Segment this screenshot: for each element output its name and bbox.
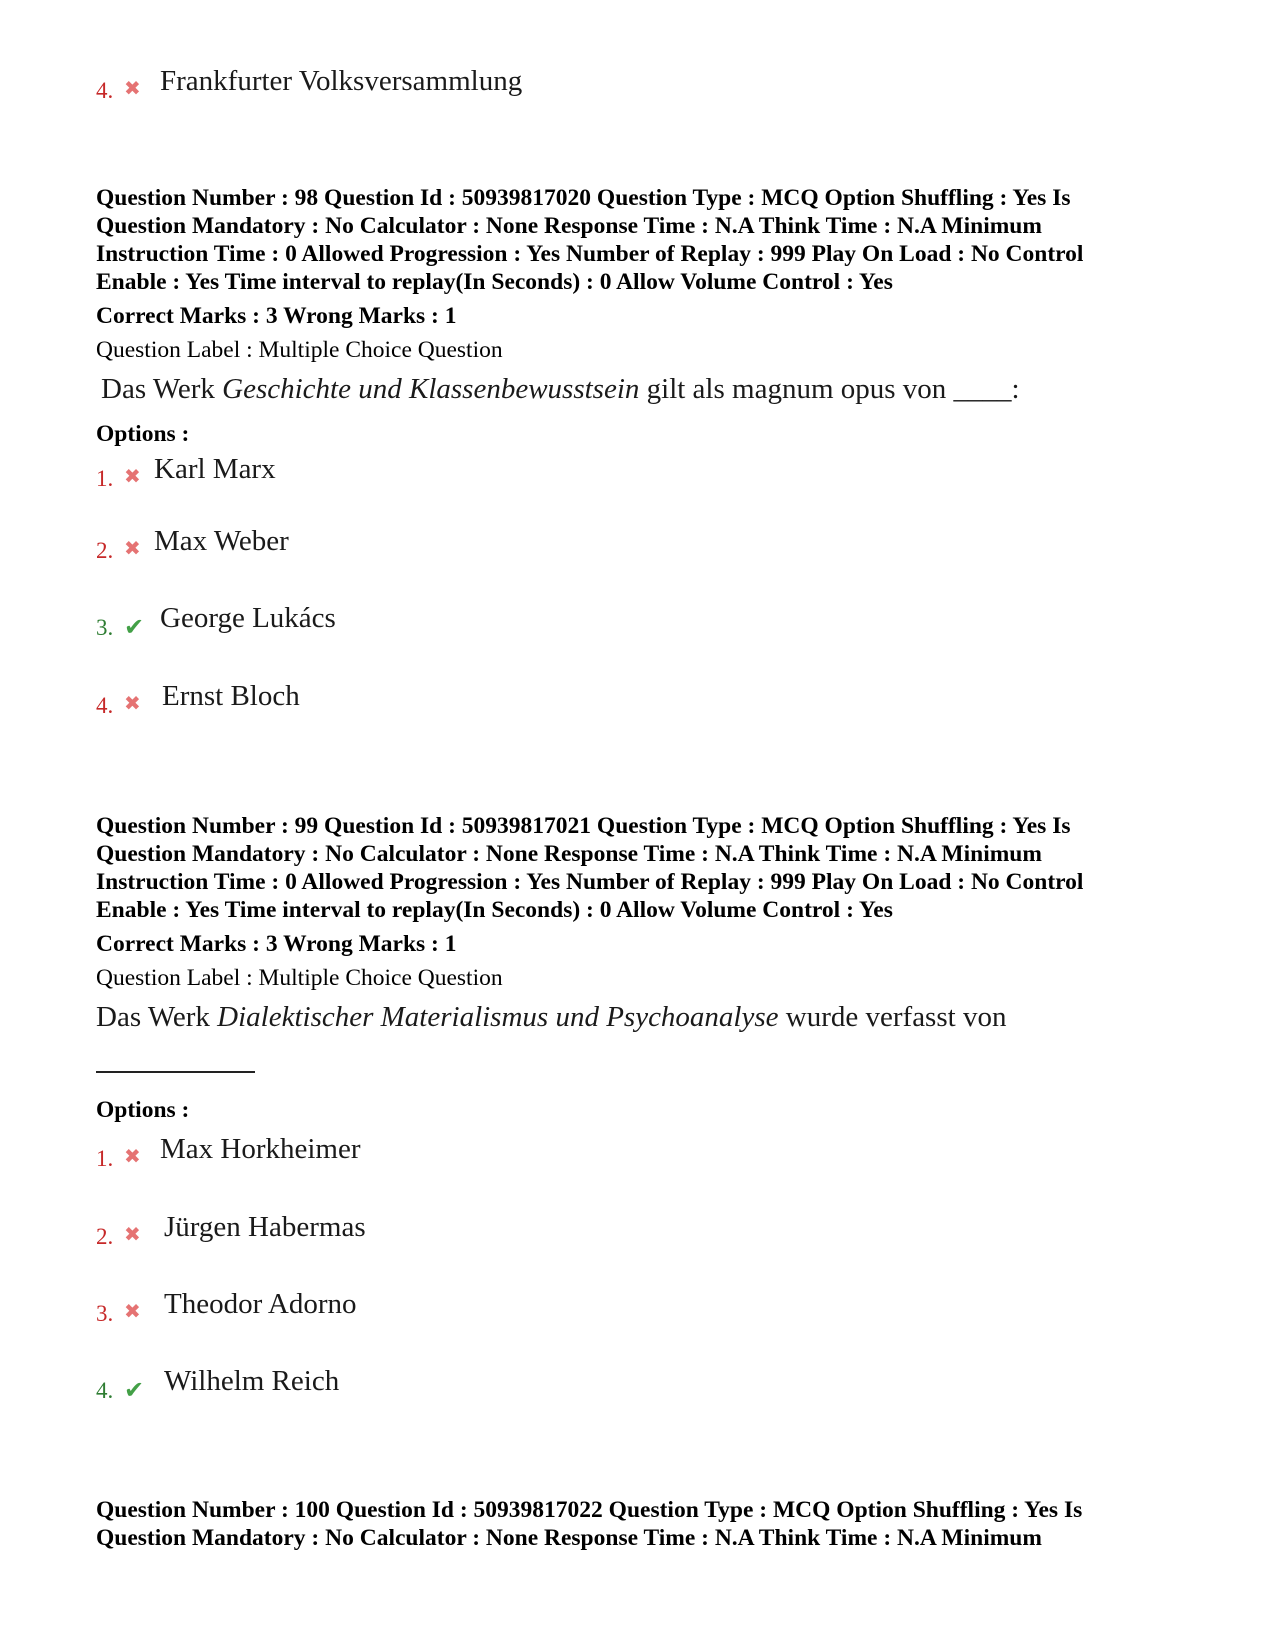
option-number: 4. (96, 78, 114, 103)
marks-line: Correct Marks : 3 Wrong Marks : 1 (96, 931, 457, 957)
option-number: 2. (96, 538, 114, 563)
meta-line: Instruction Time : 0 Allowed Progression : Yes Number of Replay : 999 Play On Load : No Control (96, 869, 1084, 895)
meta-line: Question Number : 99 Question Id : 50939817021 Question Type : MCQ Option Shuffling : Yes Is (96, 813, 1071, 839)
option-number: 3. (96, 615, 114, 640)
options-heading: Options : (96, 1097, 190, 1123)
option-number: 4. (96, 693, 114, 718)
option-number: 3. (96, 1301, 114, 1326)
question-text-post: gilt als magnum opus von ____: (639, 373, 1020, 405)
option-text: Max Weber (154, 525, 289, 557)
meta-line: Question Mandatory : No Calculator : None Response Time : N.A Think Time : N.A Minimum (96, 841, 1042, 867)
option-number: 1. (96, 466, 114, 491)
meta-line: Question Mandatory : No Calculator : None Response Time : N.A Think Time : N.A Minimum (96, 213, 1042, 239)
question-text-title: Geschichte und Klassenbewusstsein (222, 373, 640, 405)
cross-mark-icon: ✖ (124, 76, 141, 100)
option-text: Frankfurter Volksversammlung (160, 65, 523, 97)
option-row[interactable] (96, 1285, 496, 1325)
option-text: Max Horkheimer (160, 1133, 361, 1165)
option-text: Theodor Adorno (164, 1288, 357, 1320)
meta-line: Question Number : 100 Question Id : 50939817022 Question Type : MCQ Option Shuffling : Yes Is (96, 1497, 1083, 1523)
option-row[interactable] (96, 1362, 496, 1402)
question-meta (96, 1496, 1206, 1552)
answer-blank-line (96, 1071, 255, 1073)
option-row[interactable] (96, 522, 496, 562)
option-row[interactable] (96, 599, 496, 639)
option-number: 1. (96, 1146, 114, 1171)
check-mark-icon: ✔ (124, 613, 145, 641)
cross-mark-icon: ✖ (124, 691, 141, 715)
option-number: 4. (96, 1378, 114, 1403)
question-meta (96, 184, 1206, 296)
question-meta (96, 812, 1206, 924)
option-text: Ernst Bloch (162, 680, 300, 712)
check-mark-icon: ✔ (124, 1376, 145, 1404)
question-text-title: Dialektischer Materialismus und Psychoanalyse (217, 1001, 779, 1033)
option-row[interactable] (96, 677, 496, 717)
question-text-post: wurde verfasst von (778, 1001, 1007, 1033)
option-row (96, 62, 696, 102)
option-text: Jürgen Habermas (164, 1211, 366, 1243)
cross-mark-icon: ✖ (124, 1299, 141, 1323)
option-text: Karl Marx (154, 453, 276, 485)
option-text: George Lukács (160, 602, 336, 634)
option-text: Wilhelm Reich (164, 1365, 340, 1397)
option-row[interactable] (96, 450, 496, 490)
question-text (96, 1000, 1006, 1034)
option-row[interactable] (96, 1130, 496, 1170)
meta-line: Question Mandatory : No Calculator : None Response Time : N.A Think Time : N.A Minimum (96, 1525, 1042, 1551)
meta-line: Question Number : 98 Question Id : 50939817020 Question Type : MCQ Option Shuffling : Yes Is (96, 185, 1071, 211)
meta-line: Enable : Yes Time interval to replay(In Seconds) : 0 Allow Volume Control : Yes (96, 269, 893, 295)
option-number: 2. (96, 1224, 114, 1249)
meta-line: Enable : Yes Time interval to replay(In Seconds) : 0 Allow Volume Control : Yes (96, 897, 893, 923)
cross-mark-icon: ✖ (124, 536, 141, 560)
marks-line: Correct Marks : 3 Wrong Marks : 1 (96, 303, 457, 329)
question-text-pre: Das Werk (96, 1001, 218, 1033)
question-text (101, 372, 1020, 406)
question-text-pre: Das Werk (101, 373, 223, 405)
question-label: Question Label : Multiple Choice Question (96, 965, 503, 991)
option-row[interactable] (96, 1208, 496, 1248)
meta-line: Instruction Time : 0 Allowed Progression : Yes Number of Replay : 999 Play On Load : No Control (96, 241, 1084, 267)
cross-mark-icon: ✖ (124, 464, 141, 488)
question-label: Question Label : Multiple Choice Question (96, 337, 503, 363)
cross-mark-icon: ✖ (124, 1144, 141, 1168)
options-heading: Options : (96, 421, 190, 447)
cross-mark-icon: ✖ (124, 1222, 141, 1246)
